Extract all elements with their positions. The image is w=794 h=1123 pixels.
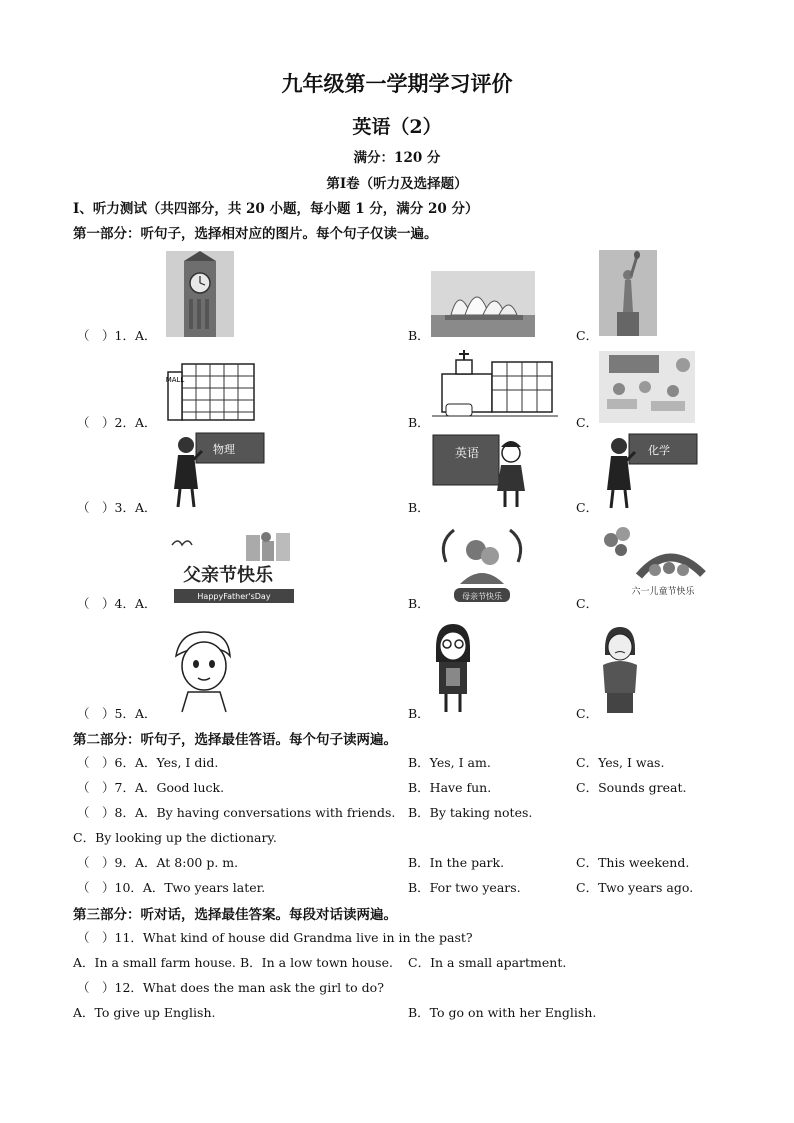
q8-option-b: B．By taking notes. — [408, 805, 533, 820]
childrens-day-text: 六一儿童节快乐 — [631, 587, 695, 597]
q11-option-b: B．In a low town house. — [240, 955, 393, 970]
q8-option-a: （ ）8．A．By having conversations with friends. — [77, 805, 396, 820]
svg-text:化学 — [648, 443, 670, 457]
q10-option-c: C．Two years ago. — [576, 880, 694, 895]
q9-option-c: C．This weekend. — [576, 855, 690, 870]
q2-number: （ ）2．A． — [77, 415, 157, 430]
svg-text:母亲节快乐 — [462, 591, 503, 601]
chemistry-board-text: 化学 — [648, 444, 670, 457]
q3-number: （ ）3．A． — [77, 500, 157, 515]
fathers-day-cn-text: 父亲节快乐 — [183, 565, 273, 586]
q12-option-b: B．To go on with her English. — [408, 1005, 597, 1020]
mothers-day-image — [432, 522, 532, 610]
mothers-day-text: 母亲节快乐 — [462, 592, 502, 601]
q6-option-a: （ ）6．A．Yes, I did. — [77, 755, 219, 770]
q10-option-a: （ ）10．A．Two years later. — [77, 880, 266, 895]
english-board-text: 英语 — [454, 446, 480, 460]
q1-c-label: C． — [576, 328, 599, 343]
q9-option-a: （ ）9．A．At 8:00 p. m. — [77, 855, 239, 870]
q6-option-b: B．Yes, I am. — [408, 755, 491, 770]
fathers-day-image — [166, 531, 302, 607]
q1-b-label: B． — [408, 328, 430, 343]
q1-number: （ ）1．A． — [77, 328, 157, 343]
svg-text:英语 — [455, 446, 479, 460]
girl-with-glasses-image — [430, 622, 476, 714]
q2-c-label: C． — [576, 415, 599, 430]
q7-option-b: B．Have fun. — [408, 780, 492, 795]
part1-title: 第一部分：听句子，选择相对应的图片。每个句子仅读一遍。 — [73, 226, 438, 242]
svg-text:父亲节快乐 — [183, 564, 274, 586]
fathers-day-en-text: HappyFather'sDay — [197, 592, 271, 601]
svg-text:六一儿童节快乐 — [631, 585, 695, 597]
hospital-image — [432, 350, 558, 420]
subject-title: 英语（2） — [352, 116, 442, 138]
q9-option-b: B．In the park. — [408, 855, 505, 870]
svg-text:HappyFather'sDay — [197, 592, 270, 601]
q4-number: （ ）4．A． — [77, 596, 157, 611]
big-ben-image — [166, 251, 234, 337]
q7-option-c: C．Sounds great. — [576, 780, 687, 795]
mall-sign-text: MALL — [166, 376, 185, 384]
part2-title: 第二部分：听句子，选择最佳答语。每个句子读两遍。 — [73, 732, 397, 748]
q11-stem: （ ）11．What kind of house did Grandma live in in the past? — [77, 930, 473, 945]
chemistry-teacher-image — [599, 432, 699, 510]
part3-title: 第三部分：听对话，选择最佳答案。每段对话读两遍。 — [73, 907, 397, 923]
q10-option-b: B．For two years. — [408, 880, 521, 895]
q5-number: （ ）5．A． — [77, 706, 157, 721]
english-teacher-image — [431, 433, 531, 509]
opera-house-image — [431, 271, 535, 337]
classroom-image — [599, 351, 695, 423]
q5-c-label: C． — [576, 706, 599, 721]
physics-board-text: 物理 — [213, 443, 235, 456]
boy-portrait-image — [166, 626, 240, 714]
sad-girl-image — [599, 625, 641, 715]
statue-of-liberty-image — [599, 250, 657, 336]
paper-title: 九年级第一学期学习评价 — [281, 71, 513, 96]
childrens-day-image — [599, 526, 721, 606]
q4-c-label: C． — [576, 596, 599, 611]
q12-option-a: A．To give up English. — [73, 1005, 216, 1020]
mall-image — [166, 358, 258, 422]
svg-text:物理 — [213, 442, 235, 456]
section-listening: Ⅰ、听力测试（共四部分，共 20 小题，每小题 1 分，满分 20 分） — [73, 201, 479, 217]
q6-option-c: C．Yes, I was. — [576, 755, 665, 770]
q11-option-c: C．In a small apartment. — [408, 955, 567, 970]
q7-option-a: （ ）7．A．Good luck. — [77, 780, 225, 795]
q12-stem: （ ）12．What does the man ask the girl to do? — [77, 980, 384, 995]
q8-option-c: C．By looking up the dictionary. — [73, 830, 277, 845]
full-score: 满分：120 分 — [353, 150, 441, 166]
q4-b-label: B． — [408, 596, 430, 611]
volume-title: 第Ⅰ卷（听力及选择题） — [326, 176, 468, 192]
q2-b-label: B． — [408, 415, 430, 430]
q5-b-label: B． — [408, 706, 430, 721]
q11-option-a: A．In a small farm house. — [73, 955, 236, 970]
q3-b-label: B． — [408, 500, 430, 515]
physics-teacher-image — [166, 431, 266, 509]
q3-c-label: C． — [576, 500, 599, 515]
